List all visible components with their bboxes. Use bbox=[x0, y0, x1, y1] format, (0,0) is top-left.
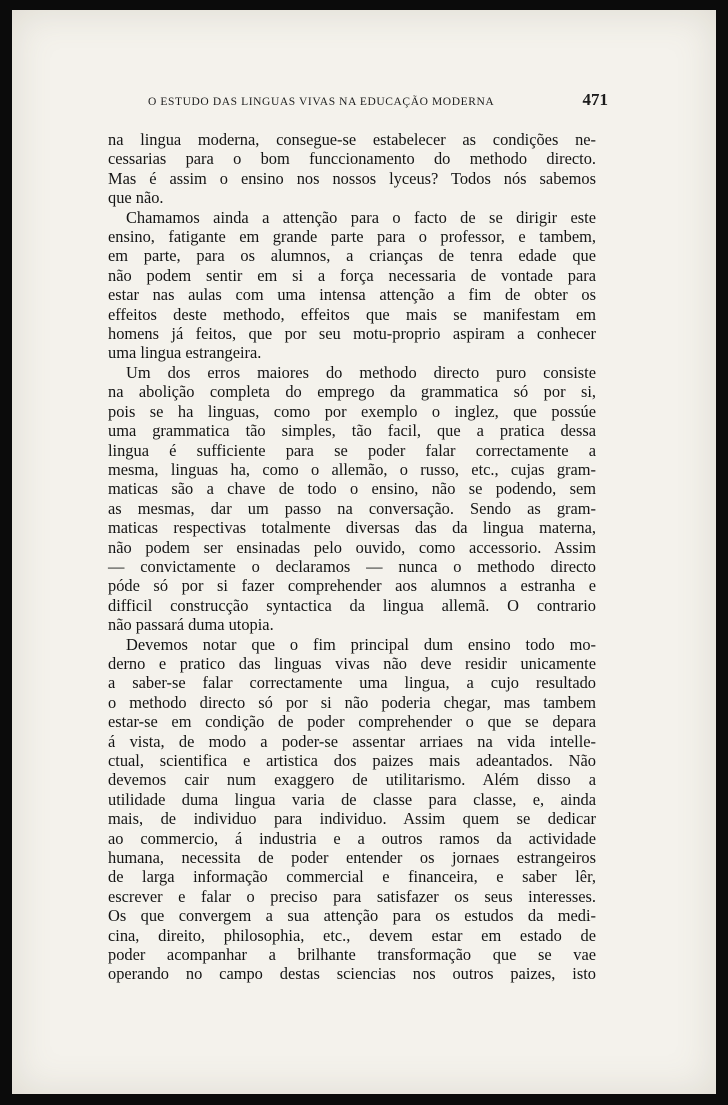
text-line: em parte, para os alumnos, a crianças de tenra edade que bbox=[108, 246, 596, 266]
text-line: cessarias para o bom funccionamento do methodo directo. bbox=[108, 149, 596, 169]
text-line: não podem ser ensinadas pelo ouvido, como accessorio. Assim bbox=[108, 537, 596, 557]
text-line: uma lingua estrangeira. bbox=[108, 343, 262, 363]
text-line: póde só por si fazer comprehender aos alumnos a estranha e bbox=[108, 576, 596, 596]
text-line: poder acompanhar a brilhante transformação que se vae bbox=[108, 945, 596, 965]
text-line: Os que convergem a sua attenção para os estudos da medi- bbox=[108, 906, 596, 926]
body-text bbox=[108, 130, 596, 984]
text-line: maticas respectivas totalmente diversas das da lingua materna, bbox=[108, 518, 596, 538]
text-line: na lingua moderna, consegue-se estabelecer as condições ne- bbox=[108, 130, 596, 149]
text-line: que não. bbox=[108, 188, 164, 208]
text-line: ao commercio, á industria e a outros ramos da actividade bbox=[108, 828, 596, 848]
page-number: 471 bbox=[582, 90, 608, 109]
text-line: humana, necessita de poder entender os jornaes estrangeiros bbox=[108, 848, 596, 868]
text-line: ctual, scientifica e artistica dos paizes mais adeantados. Não bbox=[108, 751, 596, 770]
text-line: escrever e falar o preciso para satisfazer os seus interesses. bbox=[108, 886, 596, 906]
text-line: Devemos notar que o fim principal dum ensino todo mo- bbox=[126, 634, 596, 654]
text-line: não passará duma utopia. bbox=[108, 615, 274, 635]
text-line: derno e pratico das linguas vivas não deve residir unicamente bbox=[108, 653, 596, 673]
text-line: o methodo directo só por si não poderia chegar, mas tambem bbox=[108, 692, 596, 712]
text-line: ensino, fatigante em grande parte para o professor, e tambem, bbox=[108, 227, 596, 247]
text-line: Chamamos ainda a attenção para o facto de se dirigir este bbox=[126, 207, 596, 227]
text-line: de larga informação commercial e financeira, e saber lêr, bbox=[108, 867, 596, 887]
text-line: mais, de individuo para individuo. Assim quem se dedicar bbox=[108, 809, 596, 829]
text-line: cina, direito, philosophia, etc., devem estar em estado de bbox=[108, 925, 596, 945]
text-line: as mesmas, dar um passo na conversação. Sendo as gram- bbox=[108, 498, 596, 518]
text-line: estar-se em condição de poder comprehender o que se depara bbox=[108, 712, 596, 732]
text-line: pois se ha linguas, como por exemplo o inglez, que possúe bbox=[108, 401, 596, 421]
text-line: effeitos deste methodo, effeitos que mais se manifestam em bbox=[108, 304, 596, 324]
text-line: maticas são a chave de todo o ensino, não se podendo, sem bbox=[108, 479, 596, 499]
page-header bbox=[148, 90, 608, 110]
text-line: Mas é assim o ensino nos nossos lyceus? Todos nós sabemos bbox=[108, 168, 596, 188]
text-line: a saber-se falar correctamente uma lingua, a cujo resultado bbox=[108, 673, 596, 693]
text-line: — convictamente o declaramos — nunca o methodo directo bbox=[108, 556, 596, 576]
text-line: devemos cair num exaggero de utilitarismo. Além disso a bbox=[108, 770, 596, 790]
text-line: Um dos erros maiores do methodo directo puro consiste bbox=[126, 362, 596, 382]
book-page bbox=[12, 10, 716, 1094]
text-line: uma grammatica tão simples, tão facil, que a pratica dessa bbox=[108, 421, 596, 441]
text-line: utilidade duma lingua varia de classe para classe, e, ainda bbox=[108, 789, 596, 809]
text-line: difficil construcção syntactica da lingua allemã. O contrario bbox=[108, 595, 596, 615]
text-line: homens já feitos, que por seu motu-proprio aspiram a conhecer bbox=[108, 324, 596, 344]
text-line: na abolição completa do emprego da grammatica só por si, bbox=[108, 382, 596, 402]
text-line: não podem sentir em si a força necessaria de vontade para bbox=[108, 265, 596, 285]
text-line: á vista, de modo a poder-se assentar arriaes na vida intelle- bbox=[108, 731, 596, 751]
text-line: lingua é sufficiente para se poder falar correctamente a bbox=[108, 440, 596, 460]
text-line: mesma, linguas ha, como o allemão, o russo, etc., cujas gram- bbox=[108, 459, 596, 479]
running-title: O ESTUDO DAS LINGUAS VIVAS NA EDUCAÇÃO MODERNA bbox=[148, 96, 495, 108]
text-line: estar nas aulas com uma intensa attenção a fim de obter os bbox=[108, 285, 596, 305]
text-line: operando no campo destas sciencias nos outros paizes, isto bbox=[108, 964, 596, 984]
